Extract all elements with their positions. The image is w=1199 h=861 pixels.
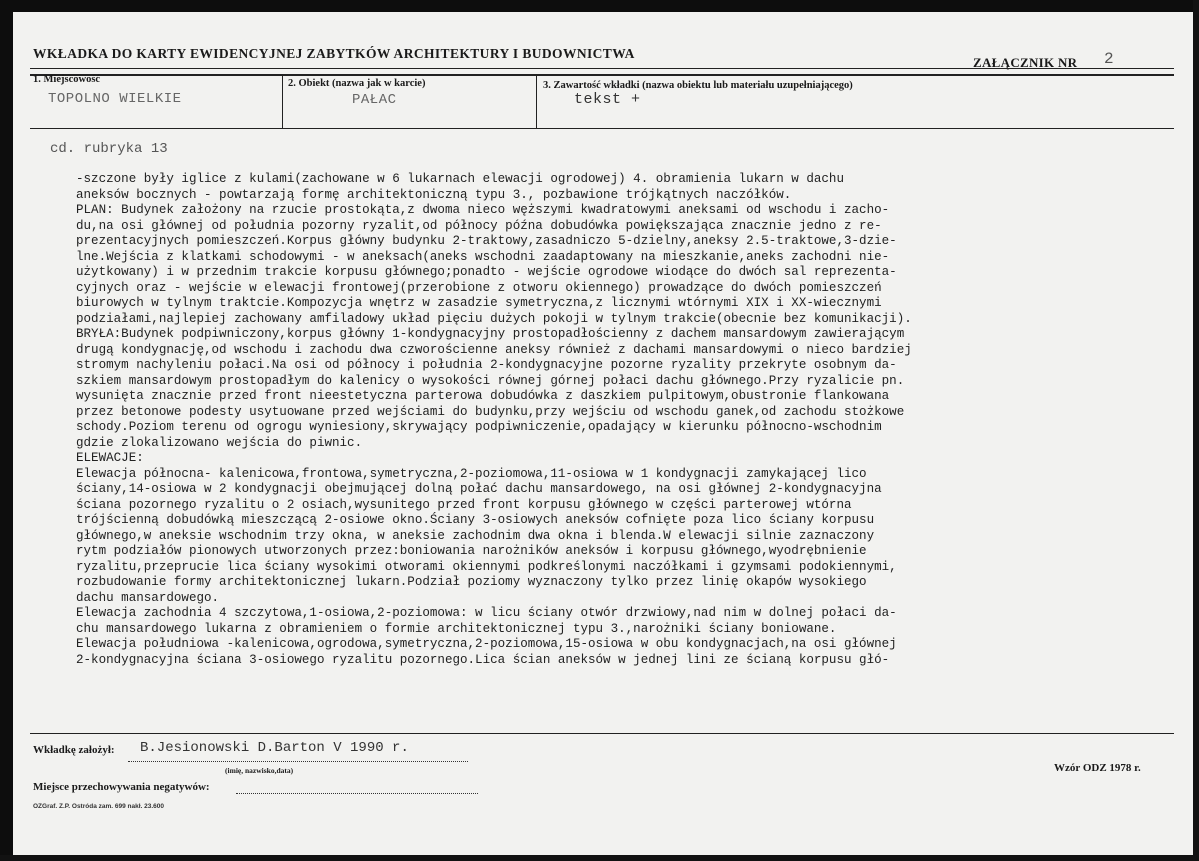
print-info: OZGraf. Z.P. Ostróda zam. 699 nakł. 23.600: [33, 803, 165, 810]
text-line: Elewacja północna- kalenicowa,frontowa,symetryczna,2-poziomowa,11-osiowa w 1 kondygnacji zamykającej lico: [76, 466, 867, 481]
object-value: PAŁAC: [352, 92, 397, 108]
text-line: dachu mansardowego.: [76, 590, 220, 605]
text-line: PLAN: Budynek założony na rzucie prostokąta,z dwoma nieco węższymi kwadratowymi aneksami od wschodu i zacho-: [76, 203, 890, 217]
text-line: wysunięta znacznie przed front nieestetyczna parterowa dobudówka z daszkiem pulpitowym,obustronie flankowana: [76, 389, 890, 403]
text-line: stromym nachyleniu połaci.Na osi od północy i południa 2-kondygnacyjne pozorne ryzality przekryte osobnym da-: [76, 358, 897, 372]
annex-label: ZAŁĄCZNIK NR: [973, 55, 1078, 70]
scan-edge-left: [0, 0, 13, 861]
field-divider-2: [536, 74, 537, 129]
text-line: ELEWACJE:: [76, 451, 144, 465]
locality-label: 1. Miejscowość: [33, 74, 101, 85]
template-label: Wzór ODZ 1978 r.: [1054, 762, 1141, 774]
contents-value: tekst +: [574, 91, 641, 108]
negatives-label: Miejsce przechowywania negatywów:: [33, 781, 210, 793]
scan-edge-top: [0, 0, 1199, 12]
made-by-label: Wkładkę założył:: [33, 744, 115, 756]
text-line: drugą kondygnację,od wschodu i zachodu dwa czworościenne aneksy również z dachami mansardowymi o nieco bardziej: [76, 342, 912, 357]
scan-edge-right: [1193, 0, 1199, 861]
scan-edge-bottom: [0, 855, 1199, 861]
text-line: lne.Wejścia z klatkami schodowymi - w aneksach(aneks wschodni zaadaptowany na mieszkanie,aneks zachodni nie-: [76, 249, 890, 264]
negatives-dotline: [236, 793, 478, 794]
text-line: biurowych w tylnym traktcie.Kompozycja wnętrz w zasadzie symetryczna,z licznymi wtórnymi XIX i XX-wiecznymi: [76, 296, 882, 310]
continuation-label: cd. rubryka 13: [50, 141, 168, 157]
text-line: Elewacja zachodnia 4 szczytowa,1-osiowa,2-poziomowa: w licu ściany otwór drzwiowy,nad nim w dolnej połaci da-: [76, 606, 897, 620]
text-line: chu mansardowego lukarna z obramieniem o formie architektonicznej typu 3.,narożniki ściany boniowane.: [76, 621, 837, 636]
text-line: Elewacja południowa -kalenicowa,ogrodowa,symetryczna,2-poziomowa,15-osiowa w obu kondygnacjach,na osi głównej: [76, 637, 897, 651]
made-by-hint: (imię, nazwisko,data): [225, 766, 294, 775]
text-line: trójścienną dobudówką mieszczącą 2-osiowe okno.Ściany 3-osiowych aneksów cofnięte poza lico ściany korpusu: [76, 513, 875, 527]
text-line: aneksów bocznych - powtarzają formę architektoniczną typu 3., pozbawione trójkątnych naczółków.: [76, 187, 792, 202]
text-line: prezentacyjnych pomieszczeń.Korpus główny budynku 2-traktowy,zasadniczo 5-dzielny,aneksy 2.5-traktowe,3-dzie-: [76, 234, 897, 248]
text-line: gdzie zlokalizowano wejścia do piwnic.: [76, 435, 363, 450]
text-line: BRYŁA:Budynek podpiwniczony,korpus główny 1-kondygnacyjny prostopadłościenny z dachem mansardowym zawierającym: [76, 327, 905, 341]
text-line: cyjnych oraz - wejście w elewacji frontowej(przerobione z otworu okiennego) prowadzące do dwóch pomieszczeń: [76, 280, 882, 295]
form-title: WKŁADKA DO KARTY EWIDENCYJNEJ ZABYTKÓW ARCHITEKTURY I BUDOWNICTWA: [33, 46, 635, 61]
object-label: 2. Obiekt (nazwa jak w karcie): [288, 78, 426, 89]
annex-number: 2: [1104, 50, 1114, 68]
text-line: głównego,w aneksie wschodnim trzy okna, w aneksie zachodnim dwa okna i blenda.W elewacji silnie zaznaczony: [76, 528, 875, 543]
locality-value: TOPOLNO WIELKIE: [48, 91, 182, 107]
text-line: du,na osi głównej od południa pozorny ryzalit,od północy późna dobudówka powiększająca znacznie jedno z re-: [76, 218, 882, 233]
text-line: schody.Poziom terenu od ogrogu wyniesiony,skrywający podpiwniczenie,opadający w kierunku północno-wschodnim: [76, 420, 882, 434]
text-line: 2-kondygnacyjna ściana 3-osiowego ryzalitu pozornego.Lica ścian aneksów w jednej lini ze ścianą korpusu głó-: [76, 652, 890, 667]
text-line: podziałami,najlepiej zachowany amfiladowy układ pięciu dużych pokoji w tylnym trakcie(obecnie bez komunikacji).: [76, 311, 912, 326]
made-by-dotline: [128, 761, 468, 762]
header-rule-bottom: [30, 74, 1174, 76]
fields-rule: [30, 128, 1174, 129]
contents-label: 3. Zawartość wkładki (nazwa obiektu lub materiału uzupełniającego): [543, 80, 853, 91]
text-line: rozbudowanie formy architektonicznej lukarn.Podział poziomy wyznaczony tylko przez linię okapów wysokiego: [76, 575, 867, 589]
made-by-value: B.Jesionowski D.Barton V 1990 r.: [140, 740, 409, 756]
text-line: przez betonowe podesty usytuowane przed wejściami do budynku,przy wejściu od wschodu ganek,od zachodu stożkowe: [76, 404, 905, 419]
text-line: ryzalitu,przeprucie lica ściany wysokimi otworami okiennymi podkreślonymi naczółkami i gzymsami podokiennymi,: [76, 559, 897, 574]
text-line: ściany,14-osiowa w 2 kondygnacji obejmującej dolną połać dachu mansardowego, na osi głównej 2-kondygnacyjna: [76, 482, 882, 496]
text-line: -szczone były iglice z kulami(zachowane w 6 lukarnach elewacji ogrodowej) 4. obramienia lukarn w dachu: [76, 172, 844, 186]
description-text: [76, 172, 1186, 668]
text-line: szkiem mansardowym prostopadłym do kalenicy o wysokości równej górnej połaci dachu głównego.Przy ryzalicie pn.: [76, 373, 905, 388]
text-line: użytkowany) i w przednim trakcie korpusu głównego;ponadto - wejście ogrodowe wiodące do dwóch sal reprezenta-: [76, 265, 897, 279]
footer-rule: [30, 733, 1174, 734]
field-divider-1: [282, 74, 283, 129]
text-line: ściana pozornego ryzalitu o 2 osiach,wysunitego przed front korpusu głównego w części parterowej wtórna: [76, 497, 852, 512]
header-rule-top: [30, 68, 1174, 69]
text-line: rytm podziałów pionowych utworzonych przez:boniowania narożników aneksów i korpusu głównego,wyodrębnienie: [76, 544, 867, 558]
